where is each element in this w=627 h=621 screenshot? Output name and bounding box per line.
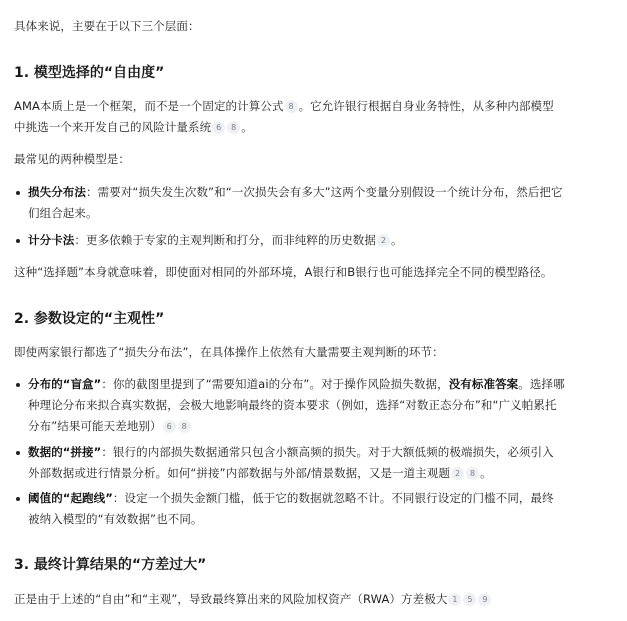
section2-bullet1-line2: 种理论分布来拟合真实数据，会极大地影响最终的资本要求（例如，选择“对数正态分布”和“广义帕累托: [28, 398, 557, 412]
bullet-dot: [16, 191, 20, 195]
bullet-dot: [16, 451, 20, 455]
section1-heading: 1. 模型选择的“自由度”: [14, 65, 165, 81]
section2-heading: 2. 参数设定的“主观性”: [14, 311, 165, 327]
section1-paragraph-line2: [14, 119, 253, 135]
section2-bullet1-line1: [28, 376, 565, 392]
bullet-dot: [16, 497, 20, 501]
section1-bullet2: [28, 232, 403, 248]
section2-bullet3-line1: [28, 490, 554, 506]
citation-badge[interactable]: 8: [178, 420, 191, 433]
section3-heading: 3. 最终计算结果的“方差过大”: [14, 557, 207, 573]
section2-bullet2-line2: [28, 465, 492, 481]
section2-bullet3-line2: 被纳入模型的“有效数据”也不同。: [28, 512, 203, 526]
section2-bullet1-line3: [28, 418, 192, 434]
text: 正是由于上述的“自由”和“主观”，导致最终算出来的风险加权资产（RWA）方差极大: [14, 592, 448, 606]
emphasis-text: 没有标准答案: [448, 377, 519, 391]
section1-paragraph2: 最常见的两种模型是：: [14, 152, 130, 166]
citation-badge[interactable]: 8: [227, 121, 240, 134]
section1-paragraph3: 这种“选择题”本身就意味着，即使面对相同的外部环境，A银行和B银行也可能选择完全不同的模型路径。: [14, 265, 553, 279]
citation-badge[interactable]: 8: [466, 467, 479, 480]
bullet-term: 计分卡法: [28, 233, 75, 247]
bullet-dot: [16, 239, 20, 243]
citation-badge[interactable]: 6: [212, 121, 225, 134]
bullet-dot: [16, 383, 20, 387]
citation-badge[interactable]: 2: [377, 234, 390, 247]
citation-badge[interactable]: 9: [478, 593, 491, 606]
text: ：设定一个损失金额门槛，低于它的数据就忽略不计。不同银行设定的门槛不同，最终: [112, 491, 554, 505]
text: 。它允许银行根据自身业务特性，从多种内部模型: [298, 99, 554, 113]
section1-bullet1-line2: 们组合起来。: [28, 206, 98, 220]
intro-text: 具体来说，主要在于以下三个层面：: [14, 19, 200, 33]
text: AMA本质上是一个框架，而不是一个固定的计算公式: [14, 99, 284, 113]
citation-badge[interactable]: 2: [451, 467, 464, 480]
bullet-term: 分布的“盲盒”: [28, 377, 102, 391]
section3-paragraph1: [14, 591, 492, 607]
citation-badge[interactable]: 6: [163, 420, 176, 433]
text: 。: [391, 233, 403, 247]
text: 。: [241, 120, 253, 134]
citation-badge[interactable]: 1: [448, 593, 461, 606]
text: 外部数据或进行情景分析。如何“拼接”内部数据与外部/情景数据，又是一道主观题: [28, 466, 451, 480]
bullet-term: 阈值的“起跑线”: [28, 491, 113, 505]
text: ：银行的内部损失数据通常只包含小额高频的损失。对于大额低频的极端损失，必须引入: [101, 445, 554, 459]
section1-paragraph-line1: [14, 98, 554, 114]
text: ：你的截图里提到了“需要知道ai的分布”。对于操作风险损失数据，: [101, 377, 449, 391]
text: 。: [480, 466, 492, 480]
bullet-term: 损失分布法: [28, 185, 86, 199]
citation-badge[interactable]: 5: [463, 593, 476, 606]
text: 分布”结果可能天差地别）: [28, 419, 162, 433]
section1-bullet1-line1: [28, 184, 563, 200]
citation-badge[interactable]: 8: [285, 100, 298, 113]
section2-bullet2-line1: [28, 444, 554, 460]
text: 。选择哪: [518, 377, 565, 391]
text: ：需要对“损失发生次数”和“一次损失会有多大”这两个变量分别假设一个统计分布，然后把它: [86, 185, 563, 199]
section2-paragraph1: 即使两家银行都选了“损失分布法”，在具体操作上依然有大量需要主观判断的环节：: [14, 345, 444, 359]
bullet-term: 数据的“拼接”: [28, 445, 102, 459]
text: ：更多依赖于专家的主观判断和打分，而非纯粹的历史数据: [74, 233, 377, 247]
text: 中挑选一个来开发自己的风险计量系统: [14, 120, 212, 134]
